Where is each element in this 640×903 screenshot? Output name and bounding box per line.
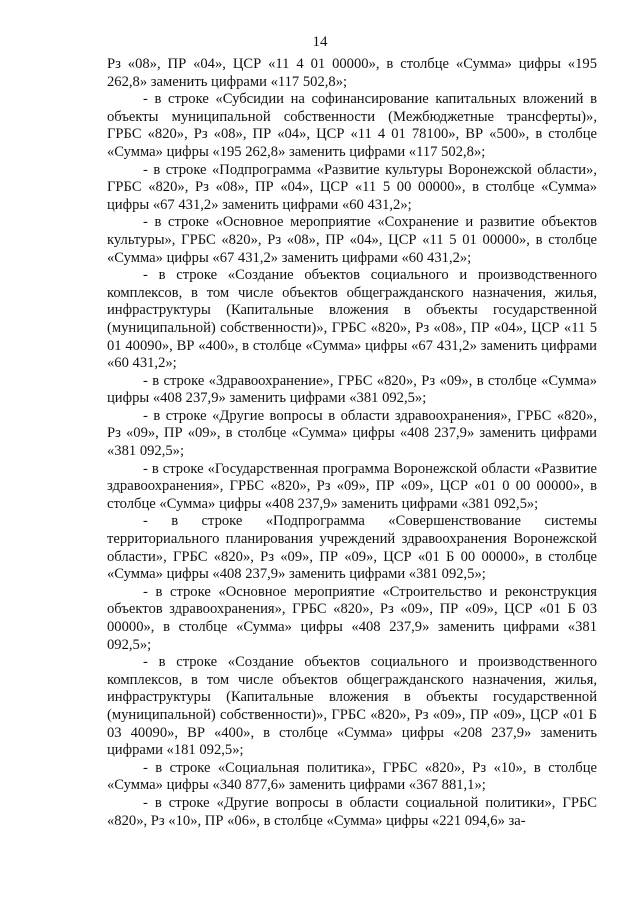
paragraph: - в строке «Социальная политика», ГРБС «820», Рз «10», в столбце «Сумма» цифры «340 877,6» заменить цифрами «367 881,1»;	[107, 759, 597, 794]
paragraph: - в строке «Здравоохранение», ГРБС «820», Рз «09», в столбце «Сумма» цифры «408 237,9» заменить цифрами «381 092,5»;	[107, 372, 597, 407]
paragraph: - в строке «Создание объектов социального и производственного комплексов, в том числе объектов общегражданского назначения, жилья, инфраструктуры (Капитальные вложения в объекты государственной (муниципальной) собственности)», ГРБС «820», Рз «08», ПР «04», ЦСР «11 5 01 40090», ВР «400», в столбце «Сумма» цифры «67 431,2» заменить цифрами «60 431,2»;	[107, 267, 597, 372]
paragraph: - в строке «Подпрограмма «Развитие культуры Воронежской области», ГРБС «820», Рз «08», ПР «04», ЦСР «11 5 00 00000», в столбце «Сумма» цифры «67 431,2» заменить цифрами «60 431,2»;	[107, 161, 597, 213]
paragraph: - в строке «Другие вопросы в области социальной политики», ГРБС «820», Рз «10», ПР «06», в столбце «Сумма» цифры «221 094,6» за-	[107, 794, 597, 829]
paragraph: - в строке «Создание объектов социального и производственного комплексов, в том числе объектов общегражданского назначения, жилья, инфраструктуры (Капитальные вложения в объекты государственной (муниципальной) собственности)», ГРБС «820», Рз «09», ПР «09», ЦСР «01 Б 03 40090», ВР «400», в столбце «Сумма» цифры «208 237,9» заменить цифрами «181 092,5»;	[107, 654, 597, 759]
paragraph: - в строке «Основное мероприятие «Строительство и реконструкция объектов здравоохранения», ГРБС «820», Рз «09», ПР «09», ЦСР «01 Б 03 00000», в столбце «Сумма» цифры «408 237,9» заменить цифрами «381 092,5»;	[107, 583, 597, 653]
paragraph: - в строке «Основное мероприятие «Сохранение и развитие объектов культуры», ГРБС «820», Рз «08», ПР «04», ЦСР «11 5 01 00000», в столбце «Сумма» цифры «67 431,2» заменить цифрами «60 431,2»;	[107, 214, 597, 266]
paragraph: Рз «08», ПР «04», ЦСР «11 4 01 00000», в столбце «Сумма» цифры «195 262,8» заменить цифрами «117 502,8»;	[107, 56, 597, 90]
document-body	[107, 56, 597, 830]
paragraph: - в строке «Подпрограмма «Совершенствование системы территориального планирования учреждений здравоохранения Воронежской области», ГРБС «820», Рз «09», ПР «09», ЦСР «01 Б 00 00000», в столбце «Сумма» цифры «408 237,9» заменить цифрами «381 092,5»;	[107, 513, 597, 583]
paragraph: - в строке «Другие вопросы в области здравоохранения», ГРБС «820», Рз «09», ПР «09», в столбце «Сумма» цифры «408 237,9» заменить цифрами «381 092,5»;	[107, 407, 597, 460]
page-number: 14	[312, 34, 328, 50]
paragraph: - в строке «Государственная программа Воронежской области «Развитие здравоохранения», ГРБС «820», Рз «09», ПР «09», ЦСР «01 0 00 00000», в столбце «Сумма» цифры «408 237,9» заменить цифрами «381 092,5»;	[107, 460, 597, 512]
paragraph: - в строке «Субсидии на софинансирование капитальных вложений в объекты муниципальной собственности (Межбюджетные трансферты)», ГРБС «820», Рз «08», ПР «04», ЦСР «11 4 01 78100», ВР «500», в столбце «Сумма» цифры «195 262,8» заменить цифрами «117 502,8»;	[107, 91, 597, 160]
